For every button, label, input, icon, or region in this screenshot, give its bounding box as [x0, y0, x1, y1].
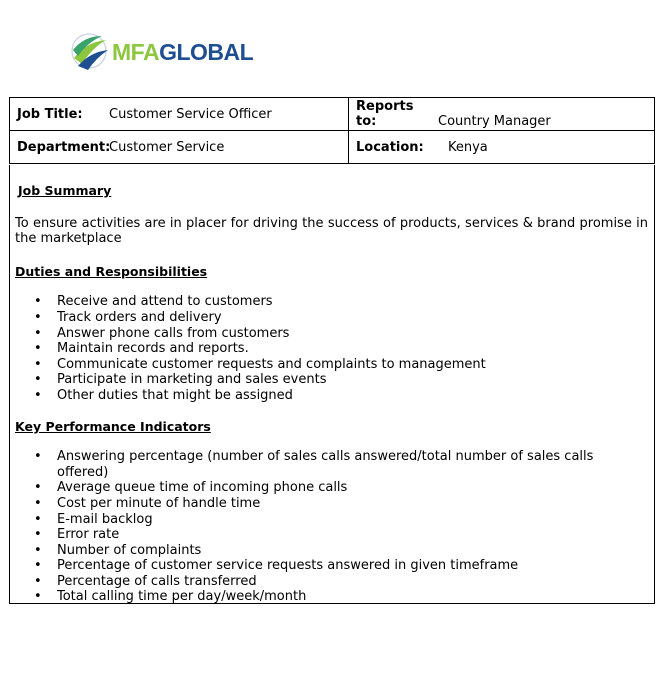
company-logo — [68, 30, 254, 74]
job-summary-heading: Job Summary — [18, 183, 112, 198]
location-cell — [349, 131, 655, 164]
job-title-cell — [10, 98, 349, 131]
department-value: Customer Service — [109, 139, 225, 155]
job-summary-text: To ensure activities are in placer for driving the success of products, services & brand promise in the marketplace — [15, 215, 648, 247]
kpi-list — [15, 449, 648, 605]
job-title-value: Customer Service Officer — [109, 106, 272, 122]
list-item: • Average queue time of incoming phone calls — [57, 480, 648, 496]
globe-logo-icon — [68, 30, 110, 72]
job-info-table — [9, 97, 655, 164]
logo-wordmark: MFAGLOBAL — [112, 39, 254, 65]
list-item: • Number of complaints — [57, 543, 648, 559]
department-label: Department: — [17, 139, 111, 155]
list-item: • Participate in marketing and sales events — [57, 372, 648, 388]
list-item: • Other duties that might be assigned — [57, 388, 648, 404]
duties-heading: Duties and Responsibilities — [15, 263, 208, 279]
reports-to-cell — [349, 98, 655, 131]
reports-to-value: Country Manager — [438, 114, 551, 129]
job-title-label: Job Title: — [17, 106, 83, 122]
list-item: • Cost per minute of handle time — [57, 496, 648, 512]
list-item: • E-mail backlog — [57, 512, 648, 528]
list-item: • Maintain records and reports. — [57, 341, 648, 357]
department-cell — [10, 131, 349, 164]
list-item: • Percentage of customer service requests answered in given timeframe — [57, 558, 648, 574]
list-item: • Answering percentage (number of sales calls answered/total number of sales calls offered) — [57, 449, 648, 480]
job-info-row — [10, 131, 655, 164]
list-item: • Error rate — [57, 527, 648, 543]
list-item: • Communicate customer requests and complaints to management — [57, 357, 648, 373]
location-label: Location: — [356, 139, 424, 155]
list-item: • Answer phone calls from customers — [57, 326, 648, 342]
job-description-content — [15, 183, 648, 620]
job-info-row — [10, 98, 655, 131]
list-item: • Percentage of calls transferred — [57, 574, 648, 590]
duties-list — [15, 294, 648, 403]
reports-to-label: Reports to: — [356, 99, 414, 129]
location-value: Kenya — [448, 139, 488, 155]
list-item: • Total calling time per day/week/month — [57, 589, 648, 605]
kpi-heading: Key Performance Indicators — [15, 418, 211, 434]
list-item: • Receive and attend to customers — [57, 294, 648, 310]
list-item: • Track orders and delivery — [57, 310, 648, 326]
